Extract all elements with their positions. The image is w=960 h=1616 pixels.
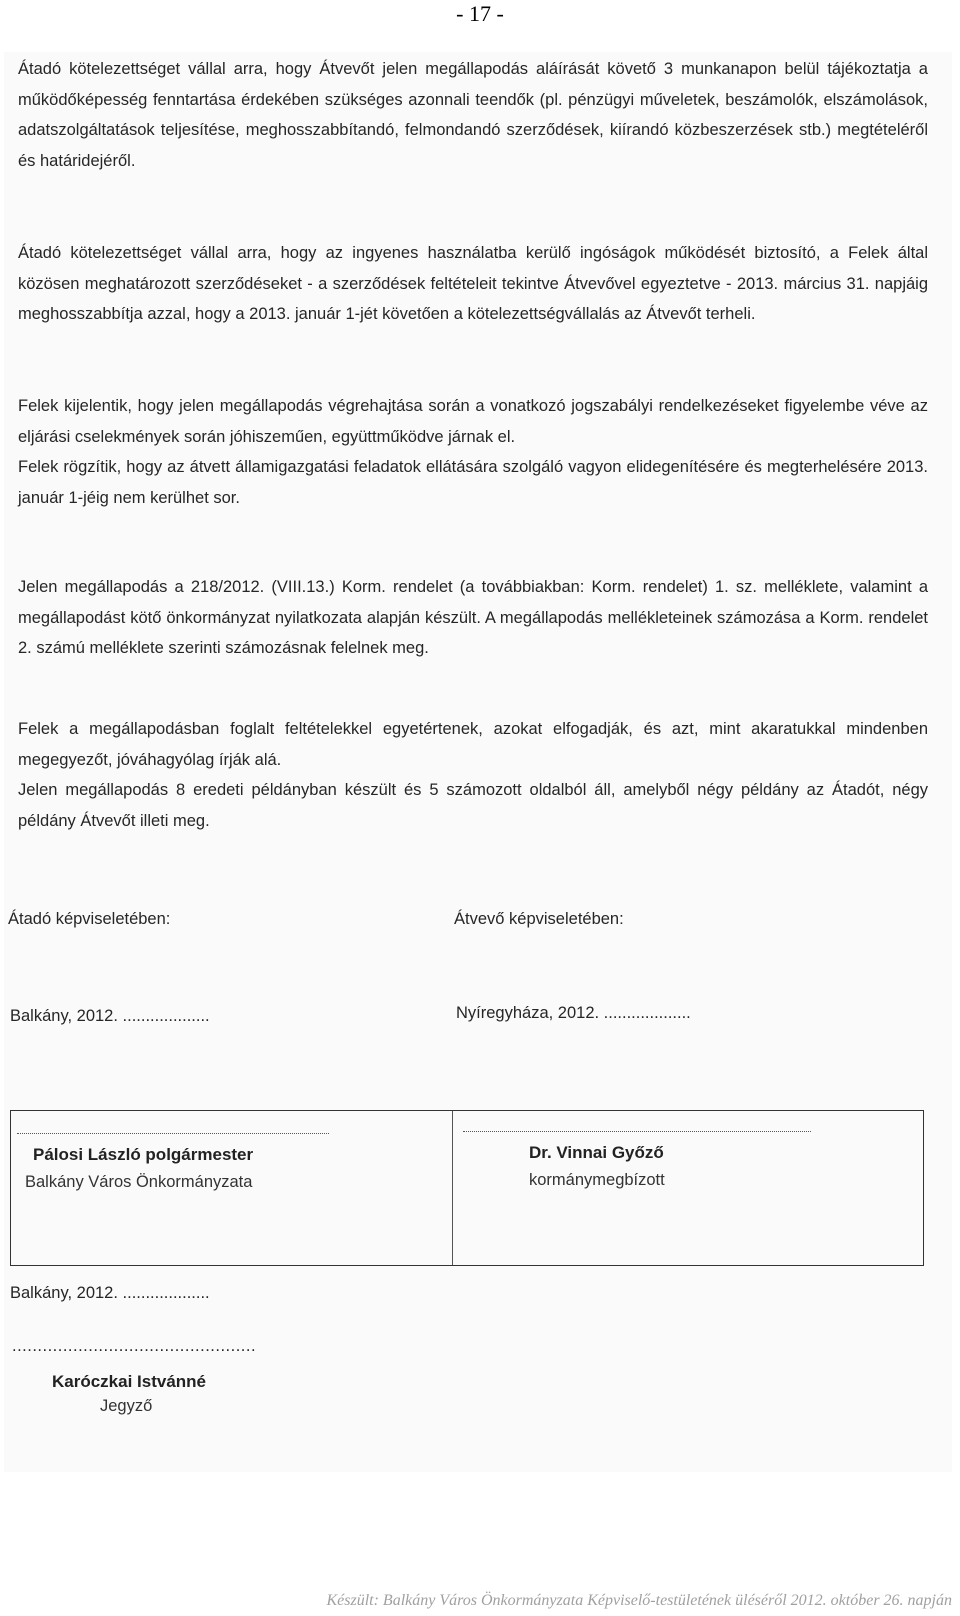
signature-box bbox=[10, 1110, 924, 1266]
signature-line-right bbox=[463, 1131, 811, 1132]
paragraph-agreement bbox=[18, 714, 928, 836]
paragraph-legal-basis bbox=[18, 572, 928, 664]
paragraph-text: Átadó kötelezettséget vállal arra, hogy Átvevőt jelen megállapodás aláírását követő 3 munkanapon belül tájékoztatja a működőképesség fenntartása érdekében szükséges azonnali teendők (pl. pénzügyi műveletek, beszámolók, elszámolások, adatszolgáltatások teljesítése, meghosszabbítandó, felmondandó szerződések, kiírandó közbeszerzések stb.) megtételéről és határidejéről. bbox=[18, 60, 928, 170]
transferor-label: Átadó képviseletében: bbox=[8, 910, 171, 928]
notary-name: Karóczkai Istvánné bbox=[52, 1372, 207, 1391]
notary-place-date: Balkány, 2012. ................... bbox=[10, 1284, 210, 1302]
scanned-page bbox=[4, 52, 952, 1472]
notary-role: Jegyző bbox=[100, 1397, 153, 1415]
transferor-place-date: Balkány, 2012. ................... bbox=[10, 1007, 210, 1025]
paragraph-text: Jelen megállapodás 8 eredeti példányban készült és 5 számozott oldalból áll, amelyből négy példány az Átadót, négy példány Átvevőt illeti meg. bbox=[18, 781, 928, 830]
transferor-signatory-role: Balkány Város Önkormányzata bbox=[25, 1173, 253, 1191]
paragraph-text: Felek kijelentik, hogy jelen megállapodás végrehajtása során a vonatkozó jogszabályi rendelkezéseket figyelembe véve az eljárási cselekmények során jóhiszeműen, együttműködve járnak el. bbox=[18, 397, 928, 446]
paragraph-obligation-contracts bbox=[18, 238, 928, 330]
paragraph-good-faith bbox=[18, 391, 928, 513]
paragraph-text: Felek rögzítik, hogy az átvett államigazgatási feladatok ellátására szolgáló vagyon elidegenítésére és megterhelésére 2013. január 1-jéig nem kerülhet sor. bbox=[18, 458, 928, 507]
transferee-place-date: Nyíregyháza, 2012. ................... bbox=[456, 1004, 691, 1022]
signature-line-left bbox=[17, 1133, 329, 1134]
page-footer: Készült: Balkány Város Önkormányzata Képviselő-testületének üléséről 2012. október 26. napján bbox=[326, 1592, 952, 1609]
paragraph-text: Jelen megállapodás a 218/2012. (VIII.13.) Korm. rendelet (a továbbiakban: Korm. rendelet) 1. sz. melléklete, valamint a megállapodást kötő önkormányzat nyilatkozata alapján készült. A megállapodás mellékleteinek számozása a Korm. rendelet 2. számú melléklete szerinti számozásnak felelnek meg. bbox=[18, 578, 928, 657]
notary-signature-line: ................................................ bbox=[12, 1337, 257, 1355]
transferee-signatory-role: kormánymegbízott bbox=[529, 1171, 665, 1189]
transferor-signatory-name: Pálosi László polgármester bbox=[33, 1145, 254, 1164]
paragraph-text: Átadó kötelezettséget vállal arra, hogy az ingyenes használatba kerülő ingóságok működését biztosító, a Felek által közösen meghatározott szerződéseket - a szerződések feltételeit tekintve Átvevővel egyeztetve - 2013. március 31. napjáig meghosszabbítja azzal, hogy a 2013. január 1-jét követően a kötelezettségvállalás az Átvevőt terheli. bbox=[18, 244, 928, 323]
paragraph-text: Felek a megállapodásban foglalt feltételekkel egyetértenek, azokat elfogadják, és azt, mint akaratukkal mindenben megegyezőt, jóváhagyólag írják alá. bbox=[18, 720, 928, 769]
transferee-label: Átvevő képviseletében: bbox=[454, 910, 624, 928]
page-number: - 17 - bbox=[456, 1, 504, 26]
paragraph-obligation-notice bbox=[18, 54, 928, 176]
transferee-signatory-name: Dr. Vinnai Győző bbox=[529, 1143, 664, 1162]
signature-divider bbox=[452, 1111, 453, 1265]
